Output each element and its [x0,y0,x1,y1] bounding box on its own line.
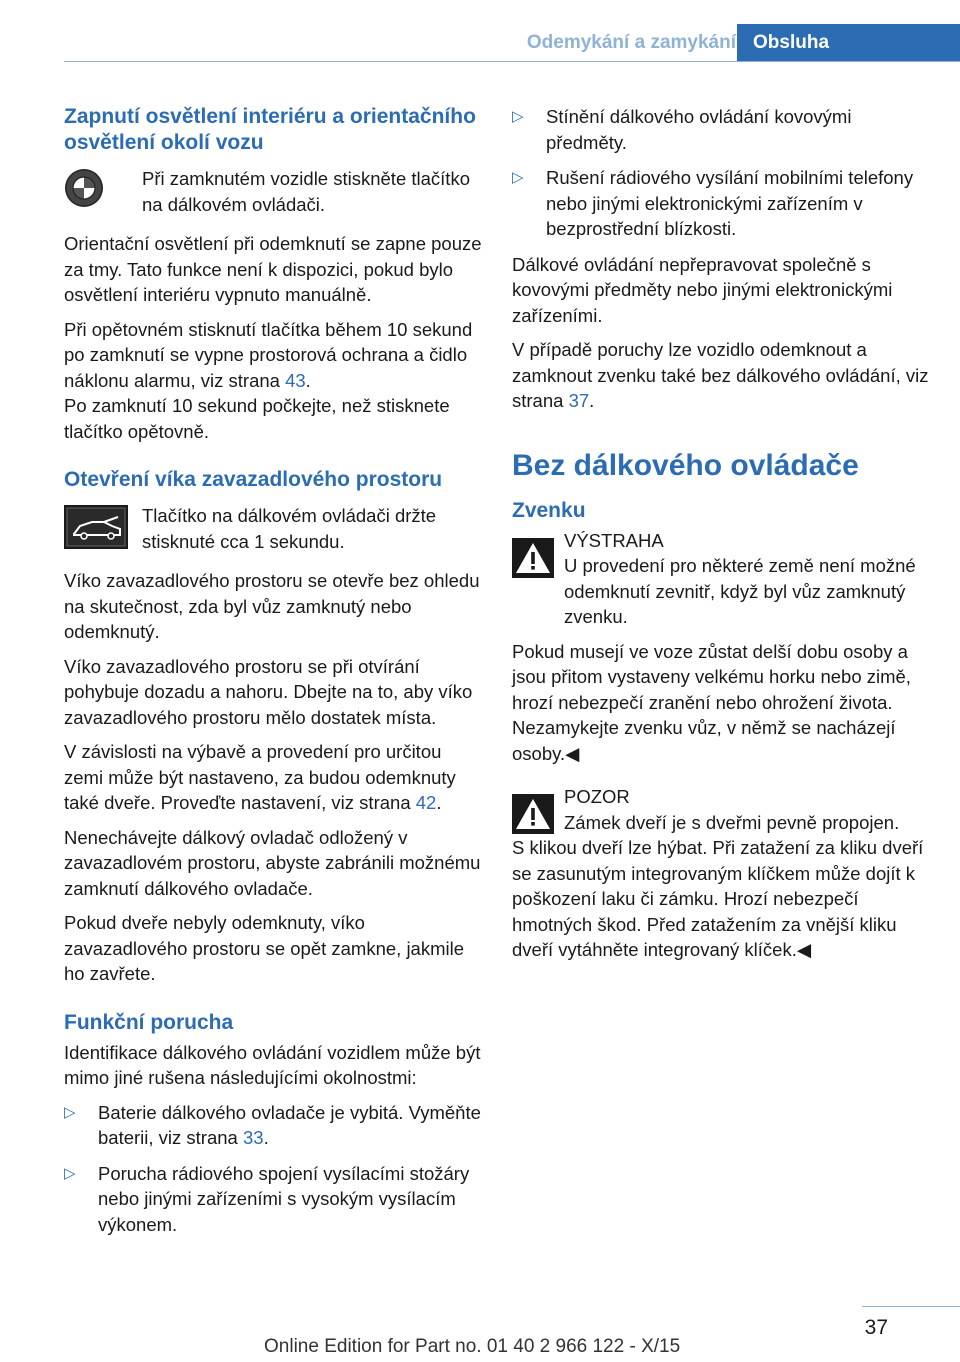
heading-trunk-open: Otevření víka zavazadlového prostoru [64,468,443,491]
paragraph: Pokud musejí ve voze zůstat delší dobu osoby a jsou přitom vystaveny velkému horku nebo zimě, hrozí nebezpečí zranění nebo ohrožení života. Nezamykejte zvenku vůz, v němž se nacházejí osoby.◀ [512,640,911,764]
paragraph: Víko zavazadlového prostoru se při otvírání pohybuje dozadu a nahoru. Dbejte na to, aby víko zavazadlového prostoru mělo dostatek místa. [64,655,473,728]
warning-triangle-icon [512,794,554,841]
heading-malfunction: Funkční porucha [64,1010,234,1034]
paragraph: V případě poruchy lze vozidlo odemknout a zamknout zvenku také bez dálkového ovládání, viz strana 37. [512,339,929,411]
right-column [512,104,932,972]
bullet-list [512,104,932,242]
left-column [64,104,482,1247]
instruction-trunk-button [64,503,482,554]
caution-text: Zámek dveří je s dveřmi pevně propojen. [564,811,900,833]
caution-box [512,784,932,810]
instruction-text: Tlačítko na dálkovém ovládači držte stisknuté cca 1 sekundu. [142,505,437,552]
footer-edition: Online Edition for Part no. 01 40 2 966 122 - X/15 [264,1336,681,1357]
list-item: ▷ Porucha rádiového spojení vysílacími stožáry nebo jinými zařízeními s vysokým vysílacím výkonem. [64,1162,470,1235]
paragraph: Dálkové ovládání nepřepravovat společně s kovovými předměty nebo jinými elektronickými zařízeními. [512,253,893,326]
header-rule [64,61,960,62]
bullet-triangle-icon: ▷ [512,169,524,186]
paragraph: Identifikace dálkového ovládání vozidlem může být mimo jiné rušena následujícími okolnostmi: [64,1041,481,1088]
paragraph: Orientační osvětlení při odemknutí se zapne pouze za tmy. Tato funkce není k dispozici, pokud bylo osvětlení interiéru vypnuto manuálně. [64,233,482,305]
heading-from-outside: Zvenku [512,498,586,522]
paragraph: Při opětovném stisknutí tlačítka během 10 sekund po zamknutí se vypne prostorová ochrana a čidlo náklonu alarmu, viz strana 43. Po zamknutí 10 sekund počkejte, než stisknete tlačítko opětovně. [64,318,473,442]
warning-triangle-icon [512,538,554,585]
heading-interior-light: Zapnutí osvětlení interiéru a orientačního osvětlení okolí vozu [64,105,476,154]
paragraph: S klikou dveří lze hýbat. Při zatažení za kliku dveří se zasunutým integrovaným klíčkem může dojít k poškození laku či zámku. Hrozí nebezpečí hmotných škod. Před zatažením za vnější kliku dveří vytáhněte integrovaný klíček.◀ [512,837,924,960]
page-header [0,24,960,62]
heading-without-remote: Bez dálkového ovládače [512,448,859,482]
paragraph: V závislosti na výbavě a provedení pro určitou zemi může být nastaveno, za budou odemknuty také dveře. Proveďte nastavení, viz strana 42. [64,741,456,813]
list-item: ▷ Stínění dálkového ovládání kovovými předměty. [512,106,852,153]
instruction-text: Při zamknutém vozidle stiskněte tlačítko na dálkovém ovládači. [142,168,470,215]
page-link[interactable]: 43 [285,369,306,391]
warning-box [512,528,932,554]
header-section-title: Odemykání a zamykání [526,32,736,53]
bullet-triangle-icon: ▷ [512,108,524,125]
bullet-triangle-icon: ▷ [64,1164,76,1182]
instruction-lock-button [64,166,482,217]
footer-rule [862,1306,960,1307]
page-link[interactable]: 42 [415,792,437,813]
caution-title: POZOR [564,786,630,807]
warning-text: U provedení pro některé země není možné odemknutí zevnitř, když byl vůz zamknutý zvenku. [564,555,916,627]
bmw-logo-icon [64,168,104,215]
page-link[interactable]: 33 [242,1127,264,1148]
bullet-triangle-icon: ▷ [64,1103,76,1121]
paragraph: Nenechávejte dálkový ovladač odložený v zavazadlovém prostoru, abyste zabránili možnému zamknutí dálkového ovladače. [64,826,481,899]
list-item: ▷ Baterie dálkového ovladače je vybitá. Vyměňte baterii, viz strana 33. [64,1101,481,1148]
car-trunk-icon [64,505,128,556]
bullet-list [64,1100,482,1238]
list-item: ▷ Rušení rádiového vysílání mobilními telefony nebo jinými elektronickými zařízením v bezprostřední blízkosti. [512,167,914,239]
page-number: 37 [864,1316,888,1339]
paragraph: Pokud dveře nebyly odemknuty, víko zavazadlového prostoru se opět zamkne, jakmile ho zavřete. [64,912,465,984]
warning-title: VÝSTRAHA [564,529,664,551]
page-link[interactable]: 37 [568,390,590,411]
header-chapter-tab: Obsluha [737,24,960,62]
paragraph: Víko zavazadlového prostoru se otevře bez ohledu na skutečnost, zda byl vůz zamknutý nebo odemknutý. [64,570,480,642]
